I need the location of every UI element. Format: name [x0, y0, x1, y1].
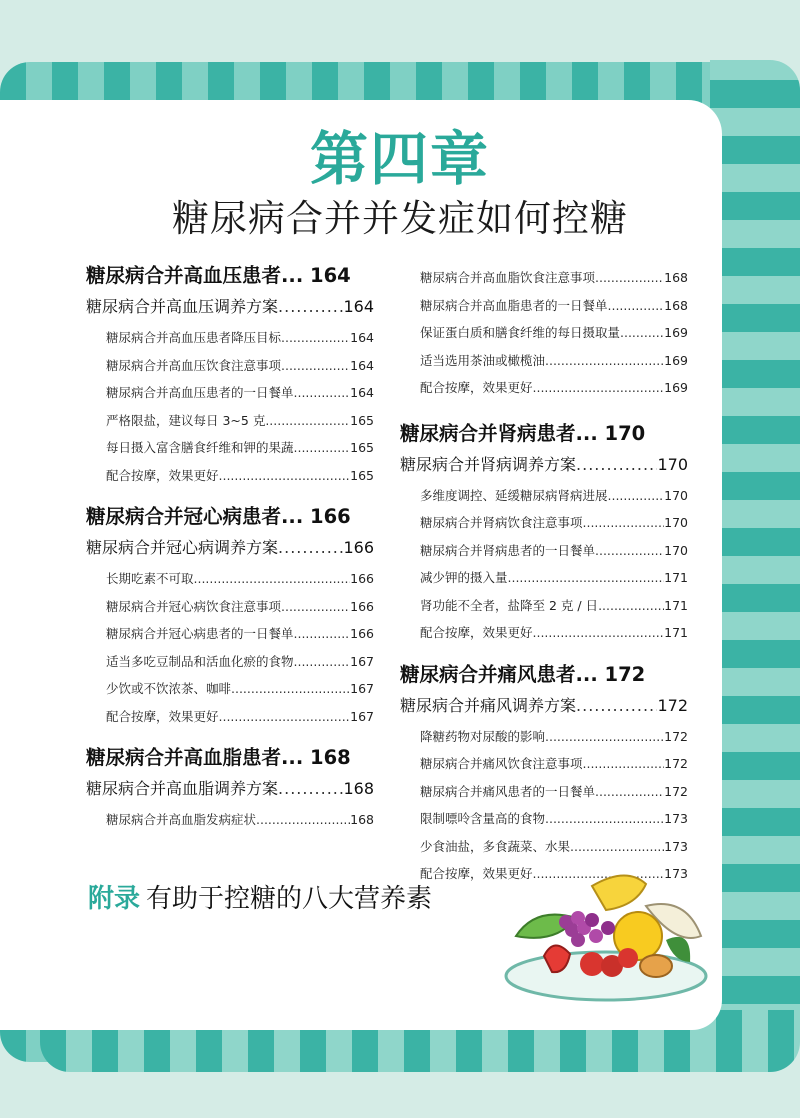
- toc-item[interactable]: [86, 675, 374, 703]
- leader-dots: [219, 462, 351, 490]
- toc-item-label: 糖尿病合并肾病饮食注意事项: [420, 515, 583, 530]
- page-number: 167: [350, 681, 374, 696]
- page-number: 172: [664, 783, 688, 799]
- toc-chapter-heading[interactable]: 糖尿病合并肾病患者... 170: [400, 421, 646, 445]
- toc-item[interactable]: [86, 407, 374, 435]
- toc-left-column: [86, 262, 374, 834]
- page-number: 167: [350, 708, 374, 724]
- toc-chapter-heading[interactable]: 糖尿病合并高血脂患者... 168: [86, 746, 351, 769]
- toc-item[interactable]: [400, 805, 688, 833]
- page-number: 171: [664, 570, 688, 585]
- toc-item-label: 保证蛋白质和膳食纤维的每日摄取量: [420, 325, 621, 340]
- leader-dots: [533, 374, 665, 402]
- page-number: 168: [350, 812, 374, 827]
- page-number: 169: [664, 325, 688, 340]
- toc-item[interactable]: [400, 833, 688, 861]
- toc-item-label: 少饮或不饮浓茶、咖啡: [106, 681, 232, 696]
- leader-dots: [281, 324, 350, 352]
- leader-dots: [545, 723, 664, 751]
- toc-chapter-heading[interactable]: 糖尿病合并高血压患者... 164: [86, 264, 351, 287]
- toc-item-label: 少食油盐，多食蔬菜、水果: [420, 838, 571, 854]
- toc-item-label: 配合按摩，效果更好: [106, 708, 219, 724]
- leader-dots: [608, 482, 665, 510]
- toc-item-label: 限制嘌呤含量高的食物: [420, 811, 546, 826]
- appendix-title: 有助于控糖的八大营养素: [146, 884, 433, 914]
- toc-section-label: 糖尿病合并高血脂调养方案: [86, 779, 279, 798]
- page-number: 170: [664, 515, 688, 530]
- leader-dots: [598, 592, 664, 620]
- page-number: 165: [350, 440, 374, 455]
- page-number: 164: [350, 385, 374, 400]
- fruit-plate-icon: [496, 866, 716, 1006]
- leader-dots: [281, 593, 350, 621]
- page-number: 172: [664, 728, 688, 744]
- toc-item[interactable]: [86, 324, 374, 352]
- toc-item-label: 糖尿病合并高血压患者的一日餐单: [106, 385, 294, 400]
- leader-dots: [278, 537, 343, 559]
- page-number: 173: [664, 811, 688, 826]
- toc-item[interactable]: [86, 379, 374, 407]
- toc-item-label: 配合按摩，效果更好: [420, 866, 533, 881]
- toc-item[interactable]: [86, 462, 374, 490]
- page-number: 169: [664, 352, 688, 368]
- toc-item[interactable]: [400, 750, 688, 778]
- leader-dots: [278, 778, 343, 800]
- leader-dots: [294, 620, 351, 648]
- leader-dots: [576, 454, 657, 476]
- toc-item-label: 配合按摩，效果更好: [420, 625, 533, 640]
- toc-item-label: 糖尿病合并高血脂饮食注意事项: [420, 270, 596, 285]
- toc-item[interactable]: [400, 564, 688, 592]
- leader-dots: [595, 778, 664, 806]
- toc-chapter-heading[interactable]: 糖尿病合并痛风患者... 172: [400, 662, 646, 686]
- page-number: 173: [664, 866, 688, 881]
- appendix-prefix: 附录: [88, 884, 141, 914]
- toc-item-label: 适当多吃豆制品和活血化瘀的食物: [106, 653, 294, 669]
- leader-dots: [583, 750, 665, 778]
- toc-item[interactable]: [400, 592, 688, 620]
- leader-dots: [570, 833, 664, 861]
- leader-dots: [294, 434, 351, 462]
- leader-dots: [620, 319, 664, 347]
- toc-item-label: 减少钾的摄入量: [420, 570, 508, 585]
- toc-item-label: 糖尿病合并高血脂患者的一日餐单: [420, 297, 608, 313]
- leader-dots: [294, 648, 351, 676]
- toc-item-label: 糖尿病合并高血压患者降压目标: [106, 330, 282, 345]
- toc-section-label: 糖尿病合并冠心病调养方案: [86, 538, 279, 557]
- page-number: 173: [664, 838, 688, 854]
- leader-dots: [265, 407, 350, 435]
- toc-item[interactable]: [400, 319, 688, 347]
- toc-section[interactable]: [400, 454, 688, 476]
- toc-section[interactable]: [400, 695, 688, 717]
- toc-item-label: 糖尿病合并高血脂发病症状: [106, 812, 257, 827]
- page-number: 166: [350, 598, 374, 614]
- page-number: 172: [664, 756, 688, 771]
- toc-section[interactable]: [86, 537, 374, 559]
- toc-item[interactable]: [86, 648, 374, 676]
- spacer: [400, 406, 688, 420]
- toc-item[interactable]: [400, 292, 688, 320]
- toc-item[interactable]: [400, 619, 688, 647]
- page-number: 171: [664, 597, 688, 613]
- page-number: 168: [664, 297, 688, 313]
- toc-item-label: 多维度调控、延缓糖尿病肾病进展: [420, 487, 608, 503]
- leader-dots: [583, 509, 665, 537]
- toc-item-label: 长期吃素不可取: [106, 571, 194, 586]
- leader-dots: [545, 347, 664, 375]
- toc-item[interactable]: [86, 703, 374, 731]
- toc-item[interactable]: [400, 347, 688, 375]
- toc-item[interactable]: [400, 482, 688, 510]
- leader-dots: [194, 565, 351, 593]
- page-number: 167: [350, 653, 374, 669]
- toc-item[interactable]: [86, 620, 374, 648]
- page-number: 166: [350, 626, 374, 641]
- toc-item[interactable]: [86, 352, 374, 380]
- page-number: 170: [664, 542, 688, 558]
- page-number: 164: [350, 357, 374, 373]
- appendix-entry[interactable]: [88, 878, 432, 915]
- toc-item-label: 糖尿病合并痛风饮食注意事项: [420, 756, 583, 771]
- toc-chapter-heading[interactable]: 糖尿病合并冠心病患者... 166: [86, 505, 351, 528]
- toc-item-label: 糖尿病合并冠心病饮食注意事项: [106, 598, 282, 614]
- spacer: [86, 489, 374, 503]
- leader-dots: [281, 352, 350, 380]
- spacer: [86, 730, 374, 744]
- page-number: 166: [350, 571, 374, 586]
- toc-item-label: 糖尿病合并肾病患者的一日餐单: [420, 542, 596, 558]
- spacer: [400, 647, 688, 661]
- toc-item-label: 适当选用茶油或橄榄油: [420, 352, 546, 368]
- leader-dots: [256, 806, 350, 834]
- page-number: 164: [350, 330, 374, 345]
- toc-item-label: 糖尿病合并冠心病患者的一日餐单: [106, 626, 294, 641]
- page-number: 170: [657, 454, 688, 474]
- toc-item-label: 配合按摩，效果更好: [106, 467, 219, 483]
- leader-dots: [508, 564, 665, 592]
- toc-item[interactable]: [86, 593, 374, 621]
- toc-item-label: 每日摄入富含膳食纤维和钾的果蔬: [106, 440, 294, 455]
- toc-item[interactable]: [400, 723, 688, 751]
- toc-item[interactable]: [400, 778, 688, 806]
- leader-dots: [278, 296, 343, 318]
- toc-item[interactable]: [400, 537, 688, 565]
- toc-item-label: 严格限盐，建议每日 3~5 克: [106, 412, 266, 428]
- toc-section[interactable]: [86, 778, 374, 800]
- toc-section-label: 糖尿病合并高血压调养方案: [86, 297, 279, 316]
- chapter-title: 第四章: [309, 125, 490, 193]
- leader-dots: [219, 703, 351, 731]
- page-number: 168: [664, 270, 688, 285]
- toc-item-label: 配合按摩，效果更好: [420, 380, 533, 395]
- toc-item[interactable]: [86, 806, 374, 834]
- toc-item[interactable]: [400, 509, 688, 537]
- toc-item[interactable]: [86, 434, 374, 462]
- toc-item[interactable]: [400, 374, 688, 402]
- leader-dots: [595, 264, 664, 292]
- toc-section-label: 糖尿病合并痛风调养方案: [400, 695, 577, 715]
- toc-item-label: 肾功能不全者，盐降至 2 克 / 日: [420, 597, 599, 613]
- page-number: 165: [350, 467, 374, 483]
- page-number: 170: [664, 487, 688, 503]
- chapter-subtitle: 糖尿病合并并发症如何控糖: [172, 197, 628, 240]
- leader-dots: [608, 292, 665, 320]
- leader-dots: [231, 675, 350, 703]
- page-number: 164: [343, 297, 374, 316]
- leader-dots: [545, 805, 664, 833]
- toc-item-label: 降糖药物对尿酸的影响: [420, 728, 546, 744]
- leader-dots: [533, 619, 665, 647]
- toc-item[interactable]: [400, 264, 688, 292]
- page-number: 169: [664, 380, 688, 395]
- toc-item[interactable]: [86, 565, 374, 593]
- leader-dots: [294, 379, 351, 407]
- page-number: 171: [664, 625, 688, 640]
- toc-section[interactable]: [86, 296, 374, 318]
- leader-dots: [576, 695, 657, 717]
- toc-section-label: 糖尿病合并肾病调养方案: [400, 454, 577, 474]
- page-number: 165: [350, 412, 374, 428]
- page-number: 172: [657, 695, 688, 715]
- leader-dots: [595, 537, 664, 565]
- page-number: 168: [343, 779, 374, 798]
- toc-item-label: 糖尿病合并痛风患者的一日餐单: [420, 783, 596, 799]
- toc-item-label: 糖尿病合并高血压饮食注意事项: [106, 357, 282, 373]
- page-number: 166: [343, 538, 374, 557]
- toc-right-column: [400, 264, 688, 888]
